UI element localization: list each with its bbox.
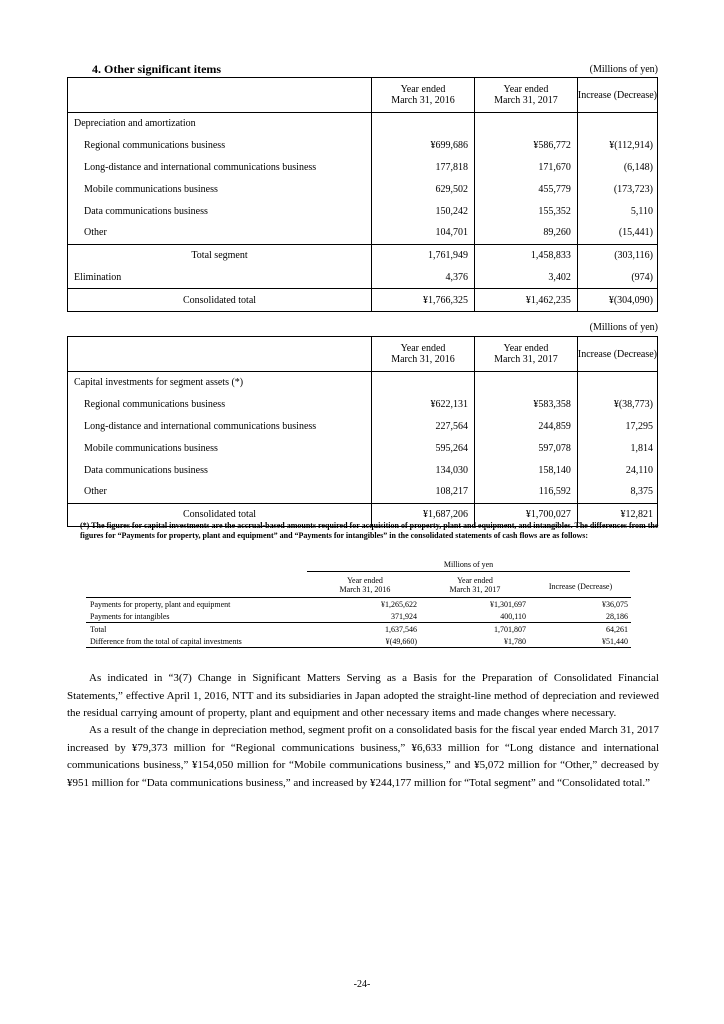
table-row: Payments for property, plant and equipment ¥1,265,622 ¥1,301,697 ¥36,075	[86, 598, 631, 611]
header-fy2017: Year ended March 31, 2017	[474, 78, 577, 113]
table-row: Other 108,217 116,592 8,375	[68, 481, 658, 503]
table-caption-row	[68, 372, 658, 394]
consolidated-total-row: Consolidated total ¥1,687,206 ¥1,700,027 ¥12,821	[68, 503, 658, 526]
footnote: (*) The figures for capital investments are the accrual-based amounts required for acquisition of property, plant and equipment, and intangibles. The differences from the figures for “Payments for property, plant and equipment” and “Payments for intangibles” in the consolidated statements of cash flows are as follows:	[80, 521, 659, 540]
header-increase: Increase (Decrease)	[577, 337, 657, 372]
section-title: 4. Other significant items	[92, 62, 222, 76]
table-header: Year ended March 31, 2016 Year ended March 31, 2017 Increase (Decrease)	[86, 575, 631, 598]
table-row: Long-distance and international communications business 177,818 171,670 (6,148)	[68, 157, 658, 179]
units-label-2: (Millions of yen)	[589, 322, 658, 333]
depreciation-table	[67, 77, 658, 312]
total-row: Total 1,637,546 1,701,807 64,261	[86, 623, 631, 636]
table-row: Other 104,701 89,260 (15,441)	[68, 222, 658, 244]
small-table-units: Millions of yen	[307, 560, 630, 572]
total-segment-row: Total segment 1,761,949 1,458,833 (303,116)	[68, 244, 658, 266]
units-label-1: (Millions of yen)	[589, 64, 658, 75]
table-caption-row	[68, 113, 658, 135]
payments-table	[86, 575, 631, 648]
table-row: Regional communications business ¥622,131 ¥583,358 ¥(38,773)	[68, 394, 658, 416]
table-row: Long-distance and international communications business 227,564 244,859 17,295	[68, 416, 658, 438]
difference-row: Difference from the total of capital investments ¥(49,660) ¥1,780 ¥51,440	[86, 635, 631, 648]
page-number: -24-	[353, 979, 371, 990]
consolidated-total-row: Consolidated total ¥1,766,325 ¥1,462,235 ¥(304,090)	[68, 289, 658, 312]
elimination-row: Elimination 4,376 3,402 (974)	[68, 267, 658, 289]
table-header	[68, 337, 658, 372]
table-row: Payments for intangibles 371,924 400,110 28,186	[90, 611, 628, 621]
caption: Capital investments for segment assets (*)	[74, 377, 244, 389]
table-header	[68, 78, 658, 113]
header-fy2016: Year ended March 31, 2016	[372, 337, 475, 372]
table-row: Regional communications business ¥699,686 ¥586,772 ¥(112,914)	[68, 135, 658, 157]
table-row: Data communications business 134,030 158,140 24,110	[68, 459, 658, 481]
paragraph-1: As indicated in “3(7) Change in Significant Matters Serving as a Basis for the Preparation of Consolidated Financial Statements,” effective April 1, 2016, NTT and its subsidiaries in Japan adopted the straight-line method of depreciation and reviewed the residual carrying amount of property, plant and equipment and other necessary items and made changes where necessary.	[67, 672, 659, 719]
table-row: Mobile communications business 595,264 597,078 1,814	[68, 437, 658, 459]
header-increase: Increase (Decrease)	[577, 78, 657, 113]
header-fy2017: Year ended March 31, 2017	[474, 337, 577, 372]
header-fy2016: Year ended March 31, 2016	[372, 78, 475, 113]
caption: Depreciation and amortization	[74, 118, 196, 130]
table-row: Data communications business 150,242 155,352 5,110	[68, 200, 658, 222]
table-row: Mobile communications business 629,502 455,779 (173,723)	[68, 178, 658, 200]
capex-table	[67, 336, 658, 527]
paragraph-2: As a result of the change in depreciation method, segment profit on a consolidated basis for the fiscal year ended March 31, 2017 increased by ¥79,373 million for “Regional communications business,” ¥6,633 million for “Long distance and international communications business,” ¥154,050 million for “Mobile communications business,” and ¥5,072 million for “Other,” decreased by ¥951 million for “Data communications business,” and increased by ¥244,177 million for “Total segment” and “Consolidated total.”	[67, 724, 659, 789]
